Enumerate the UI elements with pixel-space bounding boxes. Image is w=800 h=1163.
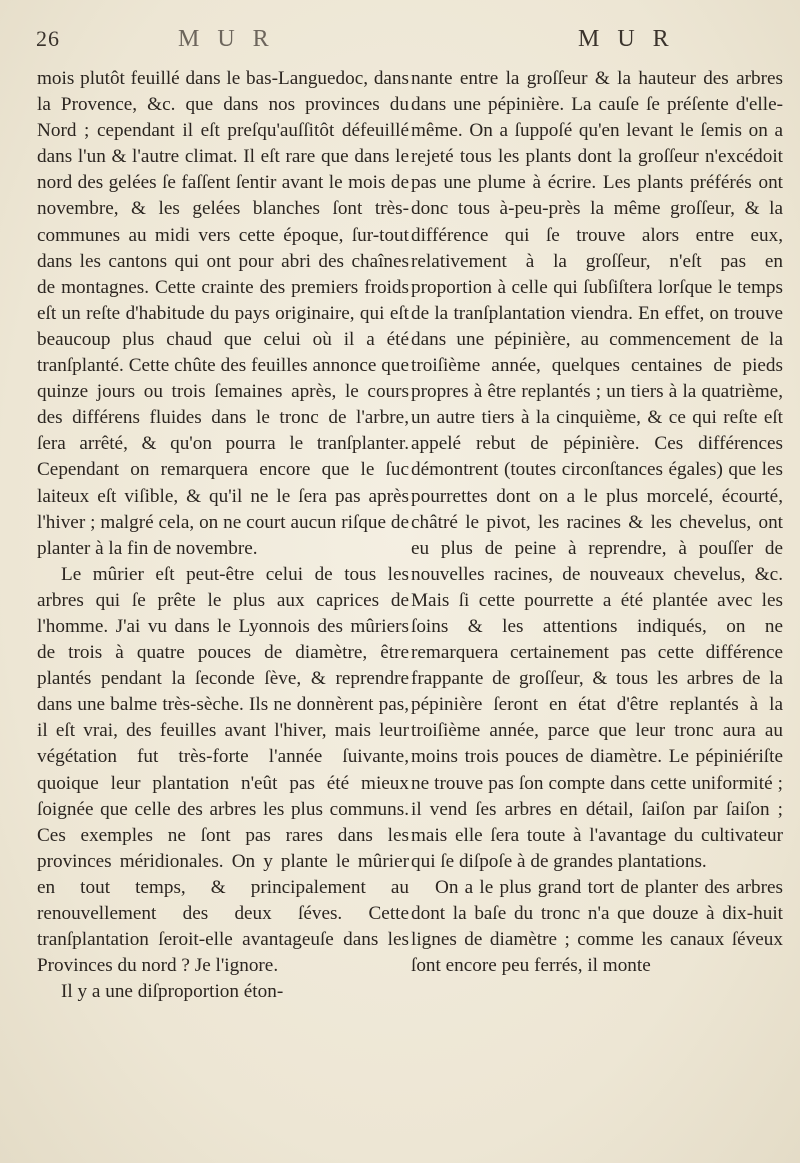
paragraph: Il y a une diſproportion éton-	[61, 981, 284, 1003]
left-column	[37, 66, 409, 1005]
running-head-left: M U R	[178, 26, 275, 52]
running-head-right: M U R	[578, 26, 675, 52]
paragraph: mois plutôt feuillé dans le bas-Languedoc, dans la Provence, &c. que dans nos provinces du Nord ; cependant il eſt preſqu'auſſitôt défeuillé dans l'un & l'autre climat. Il eſt rare que dans le nord des gelées ſe faſſent ſentir avant le mois de novembre, & les gelées blanches ſont très-communes au midi vers cette époque, ſur-tout dans les cantons qui ont pour abri des chaînes de montagnes. Cette crainte des premiers froids eſt un reſte d'habitude du pays originaire, qui eſt beaucoup plus chaud que celui où il a été tranſplanté. Cette chûte des feuilles annonce que quinze jours ou trois ſemaines après, le cours des différens fluides dans le tronc de l'arbre, ſera arrêté, & qu'on pourra le tranſplanter. Cependant on remarquera encore que le ſuc laiteux eſt viſible, & qu'il ne le ſera pas après l'hiver ; malgré cela, on ne court aucun riſque de planter à la fin de novembre.	[37, 68, 409, 559]
paragraph: On a le plus grand tort de planter des arbres dont la baſe du tronc n'a que douze à dix-huit lignes de diamètre ; comme les canaux ſéveux ſont encore peu ferrés, il monte	[411, 876, 783, 977]
page-number: 26	[36, 26, 60, 51]
paragraph: Le mûrier eſt peut-être celui de tous les arbres qui ſe prête le plus aux caprices de l'homme. J'ai vu dans le Lyonnois des mûriers de trois à quatre pouces de diamètre, être plantés pendant la ſeconde ſève, & reprendre dans une balme très-sèche. Ils ne donnèrent pas, il eſt vrai, des feuilles avant l'hiver, mais leur végétation fut très-forte l'année ſuivante, quoique leur plantation n'eût pas été mieux ſoignée que celle des arbres les plus communs. Ces exemples ne ſont pas rares dans les provinces méridionales. On y plante le mûrier en tout temps, & principalement au renouvellement des deux ſéves. Cette tranſplantation ſeroit-elle avantageuſe dans les Provinces du nord ? Je l'ignore.	[37, 563, 409, 977]
right-column	[411, 66, 783, 979]
paragraph: nante entre la groſſeur & la hauteur des arbres dans une pépinière. La cauſe ſe préſente d'elle-même. On a ſuppoſé qu'en levant le ſemis on a rejeté tous les plants dont la groſſeur n'excédoit pas une plume à écrire. Les plants préférés ont donc tous à-peu-près la même groſſeur, & la différence qui ſe trouve alors entre eux, relativement à la groſſeur, n'eſt pas en proportion à celle qui ſubſiſtera lorſque le temps de la tranſplantation viendra. En effet, on trouve dans une pépinière, au commencement de la troiſième année, quelques centaines de pieds propres à être replantés ; un tiers à la quatrième, un autre tiers à la cinquième, & ce qui reſte eſt appelé rebut de pépinière. Ces différences démontrent (toutes circonſtances égales) que les pourrettes dont on a le plus morcelé, écourté, châtré le pivot, les racines & les chevelus, ont eu plus de peine à reprendre, à pouſſer de nouvelles racines, de nouveaux chevelus, &c. Mais ſi cette pourrette a été plantée avec les ſoins & les attentions indiqués, on ne remarquera certainement pas cette différence frappante de groſſeur, & tous les arbres de la pépinière ſeront en état d'être replantés à la troiſième année, parce que leur tronc aura au moins trois pouces de diamètre. Le pépiniériſte ne trouve pas ſon compte dans cette uniformité ; il vend ſes arbres en détail, ſaiſon par ſaiſon ; mais elle ſera toute à l'avantage du cultivateur qui ſe diſpoſe à de grandes plantations.	[411, 68, 783, 872]
